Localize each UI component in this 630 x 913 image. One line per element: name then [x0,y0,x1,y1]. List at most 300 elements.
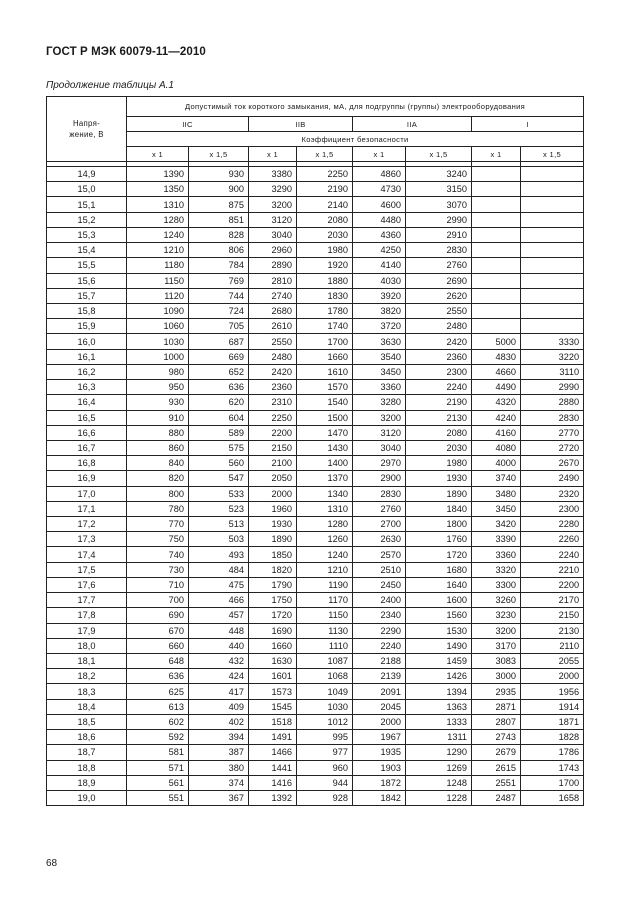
current-value-cell: 3720 [353,319,406,334]
current-value-cell [521,212,584,227]
current-value-cell: 2240 [521,547,584,562]
current-value-cell: 1269 [406,760,472,775]
table-row [47,730,584,745]
current-value-cell: 1416 [249,775,297,790]
current-value-cell: 2130 [406,410,472,425]
table-row [47,760,584,775]
current-value-cell: 1540 [297,395,353,410]
current-value-cell: 2200 [521,577,584,592]
current-value-cell [521,273,584,288]
table-row [47,608,584,623]
current-value-cell: 2110 [521,638,584,653]
group-header-iib: IIB [249,117,353,132]
voltage-cell: 16,5 [47,410,127,425]
voltage-cell: 17,1 [47,501,127,516]
current-value-cell: 1740 [297,319,353,334]
current-value-cell: 2080 [406,425,472,440]
current-value-cell: 1150 [127,273,189,288]
current-value-cell: 394 [189,730,249,745]
current-value-cell: 3230 [472,608,521,623]
current-value-cell: 581 [127,745,189,760]
current-value-cell: 2480 [249,349,297,364]
current-value-cell: 613 [127,699,189,714]
current-value-cell: 690 [127,608,189,623]
current-value-cell: 1290 [406,745,472,760]
current-value-cell: 1280 [127,212,189,227]
current-value-cell: 3390 [472,532,521,547]
current-value-cell: 2360 [249,380,297,395]
current-value-cell: 3040 [249,227,297,242]
current-value-cell: 440 [189,638,249,653]
table-row [47,532,584,547]
current-limits-table [46,96,584,806]
current-value-cell: 2760 [353,501,406,516]
current-value-cell: 2510 [353,562,406,577]
factor-header: x 1 [249,147,297,162]
current-value-cell: 2680 [249,303,297,318]
current-value-cell: 484 [189,562,249,577]
voltage-cell: 16,2 [47,364,127,379]
current-value-cell: 944 [297,775,353,790]
current-value-cell: 2830 [521,410,584,425]
current-value-cell: 1660 [249,638,297,653]
table-row [47,364,584,379]
current-value-cell: 960 [297,760,353,775]
factor-header: x 1 [353,147,406,162]
table-row [47,410,584,425]
current-value-cell: 1240 [127,227,189,242]
current-value-cell: 1333 [406,714,472,729]
voltage-column-header: Напря- жение, В [47,97,127,162]
current-value-cell: 2890 [249,258,297,273]
voltage-cell: 16,6 [47,425,127,440]
current-value-cell: 1470 [297,425,353,440]
voltage-cell: 16,8 [47,456,127,471]
current-value-cell: 730 [127,562,189,577]
current-value-cell [472,167,521,182]
factor-header: x 1 [472,147,521,162]
voltage-cell: 18,8 [47,760,127,775]
current-value-cell: 744 [189,288,249,303]
table-row [47,684,584,699]
current-value-cell: 2000 [353,714,406,729]
current-value-cell: 1087 [297,654,353,669]
current-value-cell: 2551 [472,775,521,790]
document-standard-header: ГОСТ Р МЭК 60079-11—2010 [46,46,206,58]
current-value-cell: 4140 [353,258,406,273]
current-value-cell: 1830 [297,288,353,303]
current-value-cell: 2960 [249,243,297,258]
current-value-cell: 2280 [521,517,584,532]
current-value-cell: 875 [189,197,249,212]
current-value-cell [521,303,584,318]
current-value-cell: 3170 [472,638,521,653]
current-value-cell: 705 [189,319,249,334]
current-value-cell: 1030 [297,699,353,714]
current-value-cell: 750 [127,532,189,547]
current-value-cell: 1170 [297,593,353,608]
current-value-cell: 2150 [249,440,297,455]
current-value-cell: 4080 [472,440,521,455]
voltage-cell: 16,9 [47,471,127,486]
current-value-cell: 1880 [297,273,353,288]
current-value-cell: 1828 [521,730,584,745]
current-value-cell: 980 [127,364,189,379]
current-value-cell: 2300 [406,364,472,379]
current-value-cell [521,319,584,334]
current-value-cell: 2050 [249,471,297,486]
table-row [47,395,584,410]
current-value-cell: 1030 [127,334,189,349]
current-value-cell: 2300 [521,501,584,516]
current-value-cell: 2620 [406,288,472,303]
current-value-cell: 1720 [249,608,297,623]
current-value-cell: 2200 [249,425,297,440]
current-value-cell: 1967 [353,730,406,745]
current-value-cell: 3290 [249,182,297,197]
current-value-cell: 900 [189,182,249,197]
table-row [47,456,584,471]
voltage-cell: 16,4 [47,395,127,410]
current-value-cell [521,258,584,273]
current-value-cell: 828 [189,227,249,242]
current-value-cell [521,167,584,182]
current-value-cell: 3450 [472,501,521,516]
current-value-cell: 1110 [297,638,353,653]
current-value-cell [472,182,521,197]
current-value-cell: 1842 [353,790,406,805]
voltage-cell: 14,9 [47,167,127,182]
current-value-cell: 4660 [472,364,521,379]
current-value-cell: 3330 [521,334,584,349]
current-value-cell: 928 [297,790,353,805]
current-value-cell: 1720 [406,547,472,562]
current-value-cell: 2910 [406,227,472,242]
voltage-cell: 17,5 [47,562,127,577]
current-value-cell: 1610 [297,364,353,379]
current-value-cell: 1310 [297,501,353,516]
current-value-cell: 2240 [406,380,472,395]
current-value-cell [472,197,521,212]
current-value-cell: 1392 [249,790,297,805]
current-value-cell: 1930 [249,517,297,532]
table-row [47,273,584,288]
current-value-cell: 1400 [297,456,353,471]
current-value-cell: 2250 [249,410,297,425]
current-value-cell: 3150 [406,182,472,197]
current-value-cell: 2743 [472,730,521,745]
current-value-cell: 910 [127,410,189,425]
table-row [47,517,584,532]
current-value-cell: 1340 [297,486,353,501]
current-value-cell: 533 [189,486,249,501]
current-value-cell: 4360 [353,227,406,242]
current-value-cell: 930 [127,395,189,410]
current-value-cell: 1426 [406,669,472,684]
current-value-cell: 652 [189,364,249,379]
voltage-cell: 15,0 [47,182,127,197]
voltage-cell: 19,0 [47,790,127,805]
current-value-cell: 466 [189,593,249,608]
current-value-cell: 1786 [521,745,584,760]
current-value-cell: 2740 [249,288,297,303]
current-value-cell: 1311 [406,730,472,745]
group-header-iia: IIA [353,117,472,132]
current-value-cell: 1430 [297,440,353,455]
current-value-cell: 636 [127,669,189,684]
current-value-cell: 1350 [127,182,189,197]
current-value-cell: 880 [127,425,189,440]
current-value-cell: 3820 [353,303,406,318]
current-value-cell: 950 [127,380,189,395]
current-value-cell: 687 [189,334,249,349]
current-value-cell: 387 [189,745,249,760]
current-value-cell: 3540 [353,349,406,364]
current-value-cell: 2240 [353,638,406,653]
current-value-cell: 367 [189,790,249,805]
current-value-cell: 2810 [249,273,297,288]
current-value-cell: 2130 [521,623,584,638]
current-value-cell: 1850 [249,547,297,562]
current-value-cell: 2190 [406,395,472,410]
factor-header: x 1,5 [297,147,353,162]
current-value-cell: 3040 [353,440,406,455]
current-value-cell: 1441 [249,760,297,775]
current-value-cell: 3000 [472,669,521,684]
voltage-cell: 17,0 [47,486,127,501]
current-value-cell [472,212,521,227]
current-value-cell: 3240 [406,167,472,182]
factor-header: x 1,5 [521,147,584,162]
current-value-cell: 1090 [127,303,189,318]
current-value-cell: 3920 [353,288,406,303]
current-value-cell: 1630 [249,654,297,669]
table-row [47,471,584,486]
table-caption: Продолжение таблицы А.1 [46,80,174,91]
factor-header: x 1,5 [406,147,472,162]
current-value-cell: 1800 [406,517,472,532]
current-value-cell: 2250 [297,167,353,182]
current-value-cell: 4320 [472,395,521,410]
voltage-cell: 18,5 [47,714,127,729]
group-header-iic: IIC [127,117,249,132]
current-value-cell: 2550 [406,303,472,318]
current-value-cell: 769 [189,273,249,288]
table-row [47,790,584,805]
current-value-cell: 3070 [406,197,472,212]
current-value-cell: 2139 [353,669,406,684]
current-value-cell: 547 [189,471,249,486]
voltage-cell: 18,9 [47,775,127,790]
current-value-cell: 3110 [521,364,584,379]
current-value-cell: 1260 [297,532,353,547]
current-value-cell: 2450 [353,577,406,592]
current-value-cell: 1760 [406,532,472,547]
table-row [47,258,584,273]
current-value-cell: 2700 [353,517,406,532]
current-value-cell: 2679 [472,745,521,760]
table-row [47,349,584,364]
table-row [47,380,584,395]
current-value-cell: 2190 [297,182,353,197]
table-row [47,182,584,197]
current-value-cell: 4250 [353,243,406,258]
current-value-cell: 2310 [249,395,297,410]
current-value-cell: 3630 [353,334,406,349]
voltage-cell: 16,1 [47,349,127,364]
current-value-cell: 2900 [353,471,406,486]
current-value-cell: 4860 [353,167,406,182]
current-value-cell: 840 [127,456,189,471]
current-value-cell: 561 [127,775,189,790]
current-value-cell: 3200 [353,410,406,425]
current-value-cell: 523 [189,501,249,516]
voltage-cell: 17,3 [47,532,127,547]
current-value-cell: 4490 [472,380,521,395]
table-row [47,425,584,440]
current-value-cell: 4730 [353,182,406,197]
current-value-cell [472,227,521,242]
current-value-cell: 3360 [472,547,521,562]
current-value-cell: 2807 [472,714,521,729]
current-value-cell: 1658 [521,790,584,805]
current-value-cell: 374 [189,775,249,790]
current-value-cell: 1980 [297,243,353,258]
current-value-cell: 3260 [472,593,521,608]
current-value-cell: 2990 [406,212,472,227]
current-value-cell: 409 [189,699,249,714]
current-value-cell: 2000 [521,669,584,684]
current-value-cell: 770 [127,517,189,532]
current-value-cell: 1680 [406,562,472,577]
current-value-cell: 2487 [472,790,521,805]
current-value-cell: 1743 [521,760,584,775]
current-value-cell: 1871 [521,714,584,729]
voltage-cell: 17,7 [47,593,127,608]
current-value-cell: 575 [189,440,249,455]
table-row [47,334,584,349]
table-row [47,699,584,714]
current-value-cell: 2990 [521,380,584,395]
voltage-cell: 15,1 [47,197,127,212]
current-value-cell: 448 [189,623,249,638]
factor-header: x 1,5 [189,147,249,162]
current-value-cell: 620 [189,395,249,410]
current-value-cell: 2550 [249,334,297,349]
current-value-cell: 3380 [249,167,297,182]
current-value-cell: 1150 [297,608,353,623]
current-value-cell: 2340 [353,608,406,623]
voltage-cell: 15,5 [47,258,127,273]
current-value-cell: 3280 [353,395,406,410]
current-value-cell: 560 [189,456,249,471]
current-value-cell [521,227,584,242]
voltage-cell: 15,8 [47,303,127,318]
current-value-cell: 3320 [472,562,521,577]
current-value-cell: 2970 [353,456,406,471]
current-value-cell: 1012 [297,714,353,729]
current-value-cell: 457 [189,608,249,623]
current-value-cell: 493 [189,547,249,562]
current-value-cell: 4480 [353,212,406,227]
current-value-cell: 1120 [127,288,189,303]
voltage-cell: 15,9 [47,319,127,334]
current-value-cell: 2770 [521,425,584,440]
voltage-cell: 15,6 [47,273,127,288]
factor-header: x 1 [127,147,189,162]
current-value-cell: 1000 [127,349,189,364]
current-value-cell: 820 [127,471,189,486]
current-value-cell: 2830 [406,243,472,258]
current-value-cell: 2170 [521,593,584,608]
current-value-cell: 2055 [521,654,584,669]
current-value-cell: 710 [127,577,189,592]
current-value-cell: 1890 [249,532,297,547]
voltage-cell: 15,2 [47,212,127,227]
current-value-cell: 592 [127,730,189,745]
current-value-cell: 1780 [297,303,353,318]
current-value-cell: 2030 [406,440,472,455]
current-value-cell: 2690 [406,273,472,288]
current-value-cell: 2080 [297,212,353,227]
table-row [47,288,584,303]
table-top-header: Допустимый ток короткого замыкания, мА, для подгруппы (группы) электрооборудования [127,97,584,117]
current-value-cell [472,273,521,288]
current-value-cell: 1466 [249,745,297,760]
current-value-cell: 2420 [249,364,297,379]
current-value-cell: 604 [189,410,249,425]
current-value-cell [472,258,521,273]
current-value-cell: 2210 [521,562,584,577]
current-value-cell: 806 [189,243,249,258]
current-value-cell: 2615 [472,760,521,775]
current-value-cell: 1280 [297,517,353,532]
current-value-cell: 3450 [353,364,406,379]
current-value-cell: 4240 [472,410,521,425]
table-body [47,167,584,806]
current-value-cell: 648 [127,654,189,669]
current-value-cell: 851 [189,212,249,227]
current-value-cell: 1570 [297,380,353,395]
current-value-cell: 1500 [297,410,353,425]
current-value-cell: 571 [127,760,189,775]
table-row [47,562,584,577]
current-value-cell [521,288,584,303]
current-value-cell: 4160 [472,425,521,440]
current-value-cell: 2720 [521,440,584,455]
current-value-cell: 3120 [249,212,297,227]
group-header-i: I [472,117,584,132]
current-value-cell: 740 [127,547,189,562]
table-row [47,440,584,455]
table-row [47,577,584,592]
current-value-cell: 1601 [249,669,297,684]
current-value-cell: 1600 [406,593,472,608]
current-value-cell: 2030 [297,227,353,242]
voltage-cell: 16,0 [47,334,127,349]
current-value-cell: 1840 [406,501,472,516]
current-value-cell: 3200 [249,197,297,212]
current-value-cell: 602 [127,714,189,729]
current-value-cell: 1956 [521,684,584,699]
voltage-cell: 18,0 [47,638,127,653]
table-row [47,547,584,562]
current-value-cell: 660 [127,638,189,653]
current-value-cell: 1490 [406,638,472,653]
current-value-cell: 2400 [353,593,406,608]
voltage-cell: 18,3 [47,684,127,699]
current-value-cell: 3480 [472,486,521,501]
